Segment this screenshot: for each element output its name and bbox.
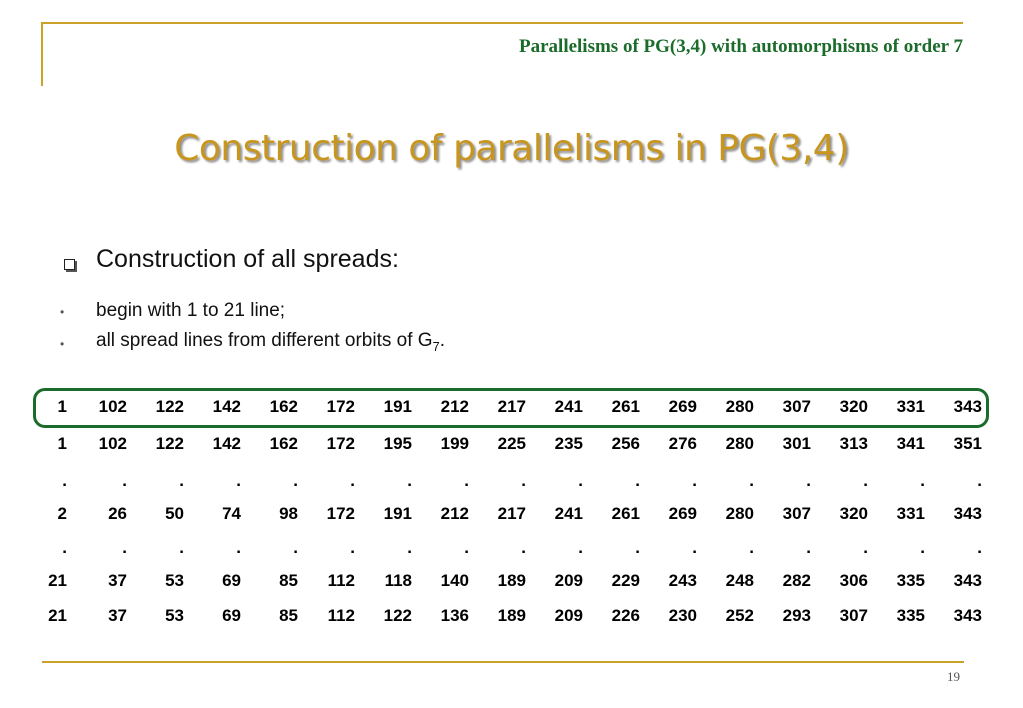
table-cell: . [179,471,184,490]
table-cell: 189 [497,571,526,590]
table-cell: 241 [554,397,583,416]
table-cell: 331 [896,504,925,523]
table-cell: . [350,471,355,490]
table-cell: . [521,471,526,490]
table-row [0,606,1023,636]
table-cell: 37 [108,571,127,590]
page-number: 19 [947,669,960,684]
table-cell: 172 [326,397,355,416]
table-cell: 191 [383,397,412,416]
table-cell: 140 [440,571,469,590]
table-cell: 331 [896,397,925,416]
table-cell: 269 [668,397,697,416]
table-cell: 252 [725,606,754,625]
table-cell: 261 [611,504,640,523]
table-cell: 306 [839,571,868,590]
table-cell: . [578,538,583,557]
table-cell: 307 [782,397,811,416]
sub-bullet-2-suffix: . [439,330,446,351]
table-cell: 229 [611,571,640,590]
table-cell: . [920,471,925,490]
sub-bullet-2 [96,330,445,354]
table-cell: 142 [212,397,241,416]
table-cell: . [692,538,697,557]
table-cell: 199 [440,434,469,453]
table-cell: 343 [953,571,982,590]
table-cell: . [521,538,526,557]
table-cell: 69 [222,571,241,590]
table-cell: 122 [155,434,184,453]
slide-title: Construction of parallelisms in PG(3,4) [174,128,849,169]
table-row [0,571,1023,601]
table-cell: 53 [165,571,184,590]
table-cell: 230 [668,606,697,625]
table-cell: 261 [611,397,640,416]
table-cell: 235 [554,434,583,453]
square-bullet-icon [64,259,75,270]
table-cell: 320 [839,397,868,416]
table-cell: . [62,471,67,490]
table-cell: . [179,538,184,557]
sub-bullet-2-subscript: 7 [432,338,440,354]
sub-bullet-1: begin with 1 to 21 line; [96,300,286,321]
table-cell: . [635,471,640,490]
table-cell: 313 [839,434,868,453]
table-cell: . [293,471,298,490]
table-cell: . [863,471,868,490]
table-cell: 142 [212,434,241,453]
table-cell: 189 [497,606,526,625]
table-cell: . [407,538,412,557]
table-cell: 209 [554,606,583,625]
table-cell: 85 [279,571,298,590]
table-cell: . [293,538,298,557]
table-cell: . [407,471,412,490]
table-cell: 301 [782,434,811,453]
table-cell: . [692,471,697,490]
table-cell: . [236,471,241,490]
table-cell: 112 [327,606,355,625]
table-cell: 1 [57,397,67,416]
table-cell: 118 [384,571,412,590]
table-cell: 243 [668,571,697,590]
table-cell: . [350,538,355,557]
table-cell: 293 [782,606,811,625]
table-cell: 335 [896,571,925,590]
table-cell: 172 [326,504,355,523]
table-cell: . [749,471,754,490]
top-frame-rule [41,22,963,24]
table-cell: 320 [839,504,868,523]
table-cell: . [464,471,469,490]
table-row [0,471,1023,501]
table-cell: 225 [497,434,526,453]
table-cell: 21 [48,571,67,590]
table-cell: 2 [57,504,67,523]
table-cell: 217 [497,397,526,416]
table-cell: 162 [269,434,298,453]
table-cell: 26 [108,504,127,523]
table-cell: 37 [108,606,127,625]
table-cell: 102 [98,397,127,416]
left-frame-rule [41,22,43,86]
table-cell: 191 [383,504,412,523]
table-cell: . [806,538,811,557]
table-cell: 307 [782,504,811,523]
table-cell: 21 [48,606,67,625]
table-cell: 269 [668,504,697,523]
table-cell: . [464,538,469,557]
table-row [0,434,1023,464]
table-cell: 335 [896,606,925,625]
table-cell: 307 [839,606,868,625]
table-cell: 282 [782,571,811,590]
table-cell: 226 [611,606,640,625]
table-cell: 241 [554,504,583,523]
table-cell: 212 [440,504,469,523]
table-cell: 122 [155,397,184,416]
table-cell: 343 [953,504,982,523]
table-cell: 136 [440,606,469,625]
table-cell: 280 [725,504,754,523]
footer-divider [42,661,964,663]
table-cell: 280 [725,397,754,416]
table-cell: 343 [953,397,982,416]
table-cell: 209 [554,571,583,590]
table-cell: 217 [497,504,526,523]
table-cell: . [806,471,811,490]
dot-bullet-icon: • [60,305,65,319]
table-cell: 122 [383,606,412,625]
table-cell: 50 [165,504,184,523]
table-cell: 162 [269,397,298,416]
table-cell: . [578,471,583,490]
table-cell: 85 [279,606,298,625]
table-cell: 172 [326,434,355,453]
table-cell: 102 [98,434,127,453]
table-cell: 343 [953,606,982,625]
table-cell: 53 [165,606,184,625]
table-cell: . [863,538,868,557]
table-cell: . [236,538,241,557]
table-cell: 276 [668,434,697,453]
table-cell: 280 [725,434,754,453]
table-row [0,397,1023,427]
table-cell: . [977,538,982,557]
table-cell: 74 [222,504,241,523]
table-cell: 351 [953,434,982,453]
sub-bullet-2-text: all spread lines from different orbits of G [96,330,433,351]
table-cell: 248 [725,571,754,590]
dot-bullet-icon: • [60,337,65,351]
table-cell: . [749,538,754,557]
table-cell: . [62,538,67,557]
main-bullet-text: Construction of all spreads: [96,245,399,273]
table-cell: 256 [611,434,640,453]
table-cell: . [122,538,127,557]
table-cell: . [635,538,640,557]
table-cell: 69 [222,606,241,625]
table-cell: . [122,471,127,490]
table-cell: 98 [279,504,298,523]
table-cell: 195 [383,434,412,453]
table-cell: 341 [896,434,925,453]
table-cell: 212 [440,397,469,416]
table-cell: . [920,538,925,557]
table-cell: 112 [327,571,355,590]
table-cell: 1 [57,434,67,453]
table-row [0,538,1023,568]
table-cell: . [977,471,982,490]
header-title: Parallelisms of PG(3,4) with automorphisms of order 7 [519,36,963,57]
table-row [0,504,1023,534]
